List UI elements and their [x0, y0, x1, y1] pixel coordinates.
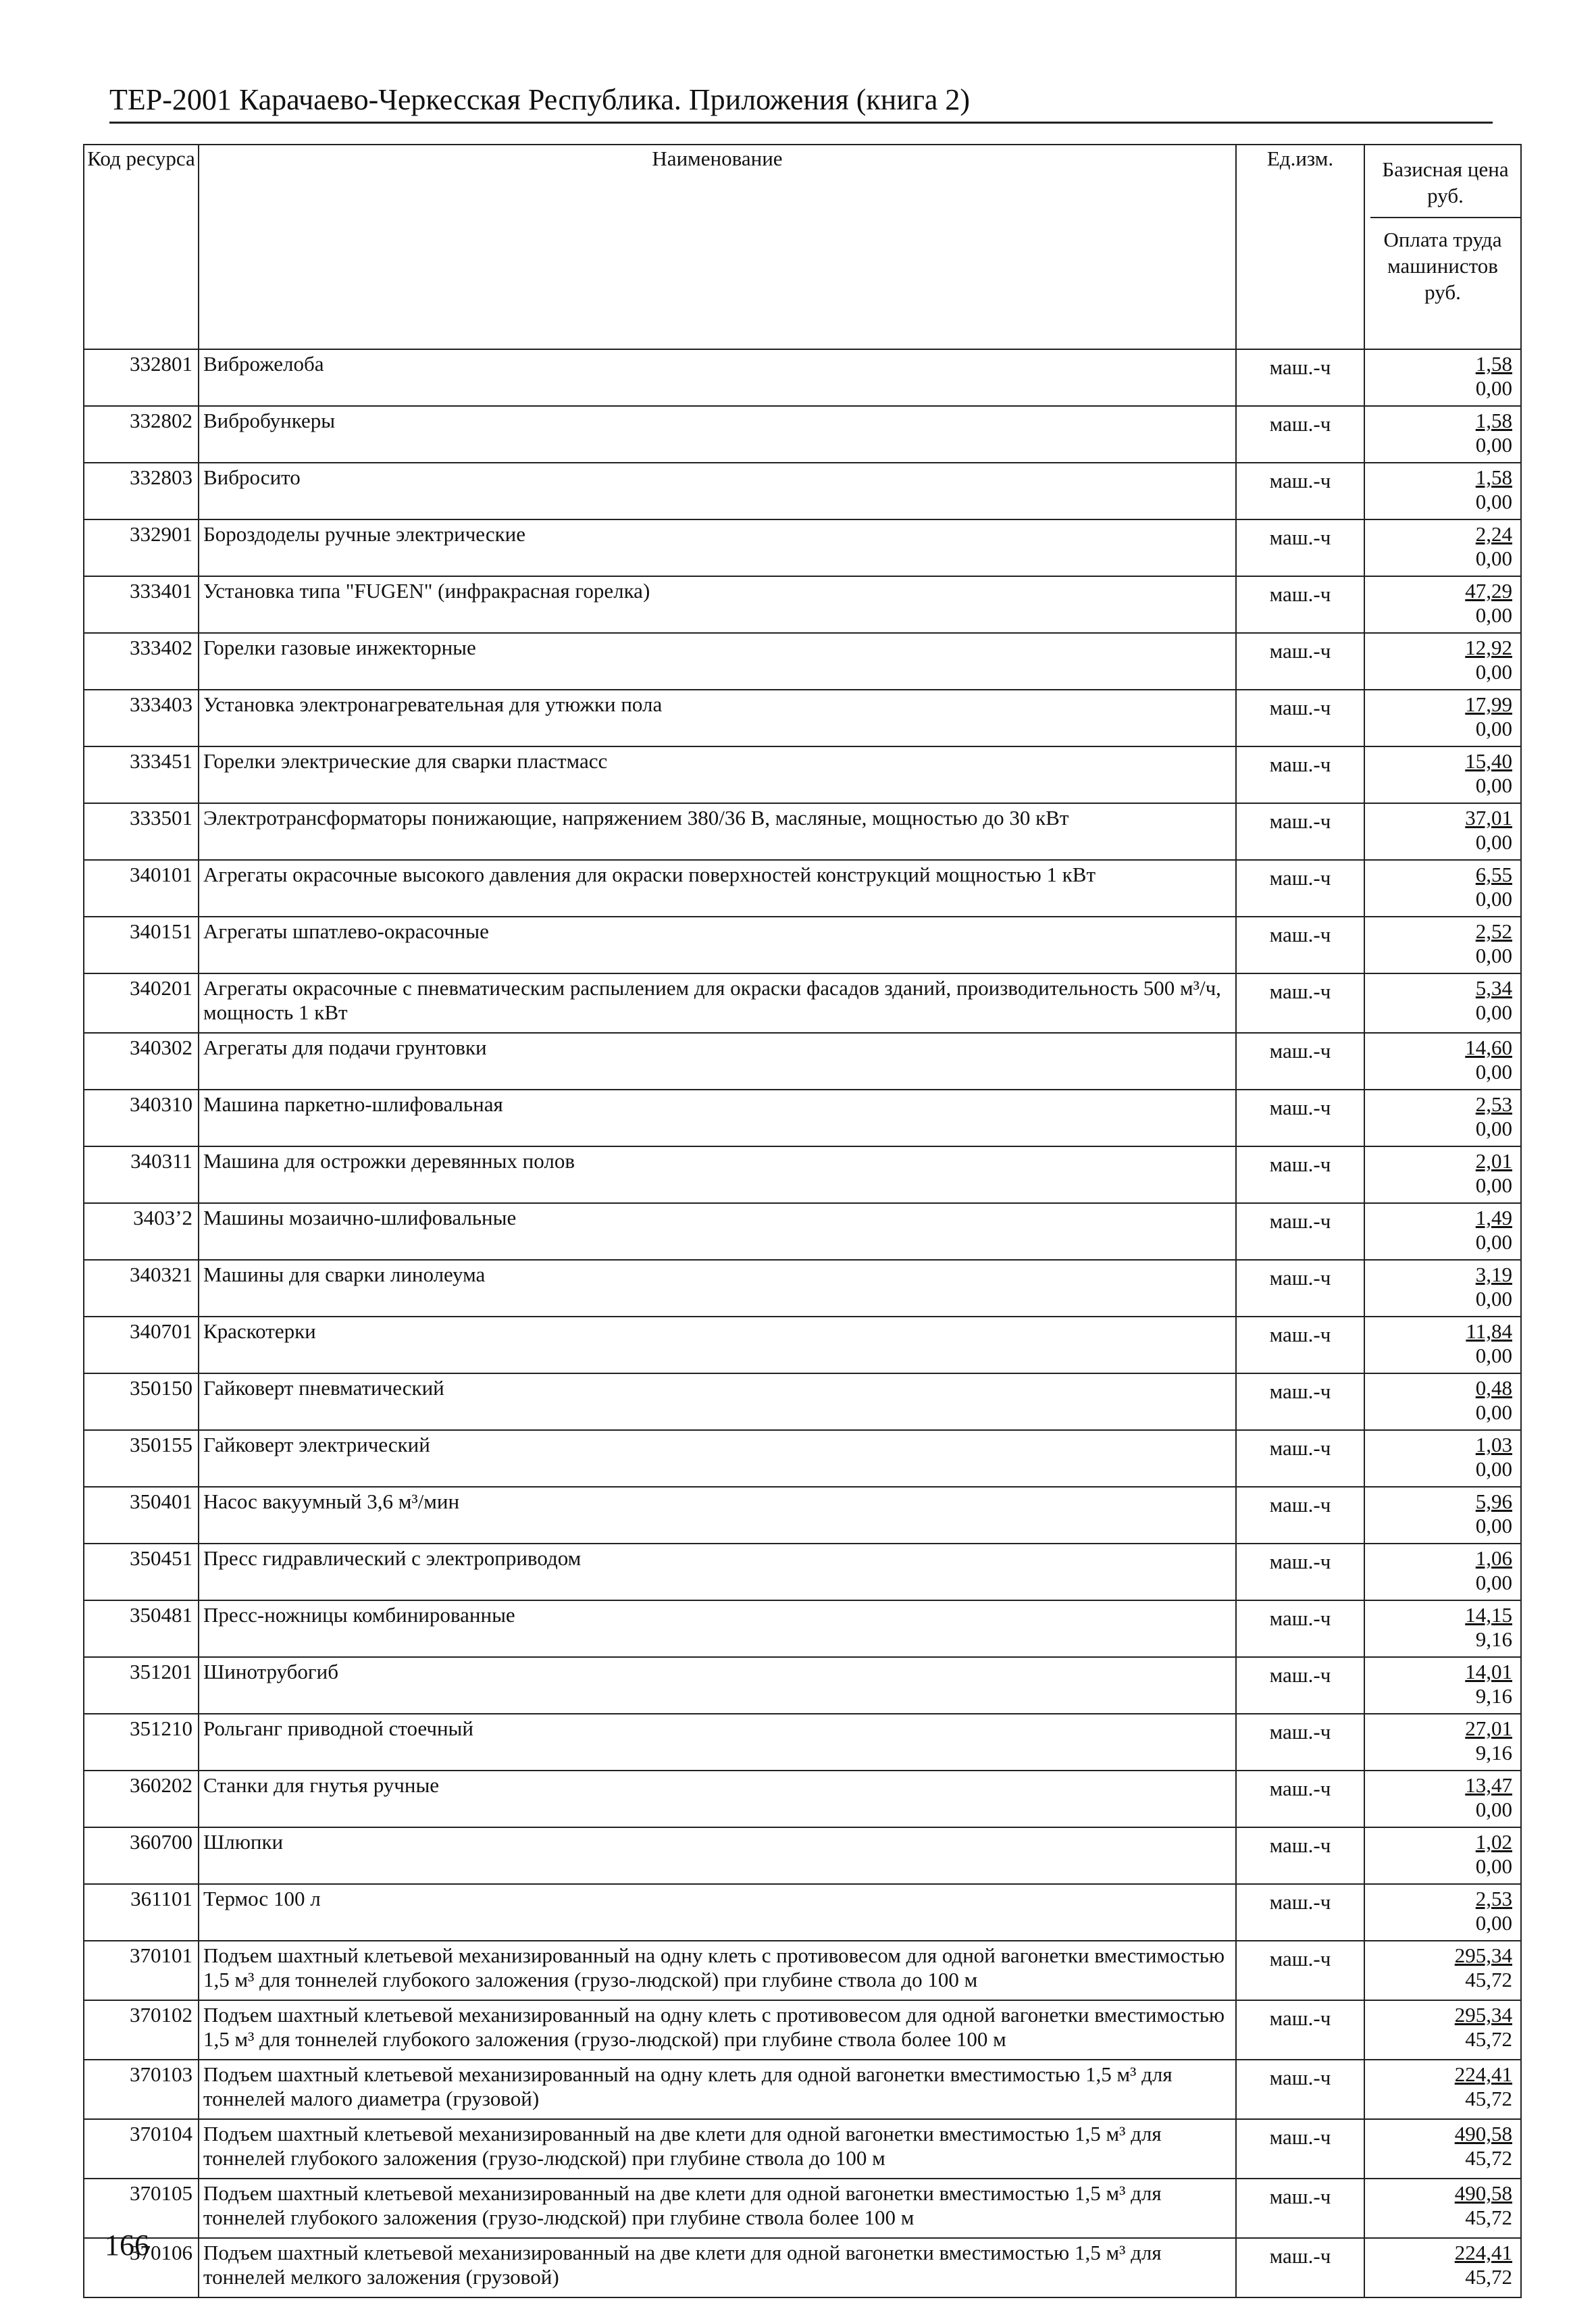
operator-wage: 0,00	[1475, 547, 1512, 570]
resource-unit: маш.-ч	[1236, 633, 1364, 690]
resource-name: Подъем шахтный клетьевой механизированный на две клети для одной вагонетки вместимостью 1,5 м³ для тоннелей глубокого заложения (грузо-людской) при глубине ствола более 100 м	[199, 2179, 1236, 2238]
base-price: 3,19	[1475, 1263, 1512, 1286]
resource-unit: маш.-ч	[1236, 917, 1364, 973]
resource-unit: маш.-ч	[1236, 1941, 1364, 2000]
operator-wage: 0,00	[1475, 773, 1512, 797]
base-price: 5,34	[1475, 976, 1512, 1000]
table-row	[84, 1373, 1521, 1430]
resource-name: Подъем шахтный клетьевой механизированный на одну клеть с противовесом для одной вагонетки вместимостью 1,5 м³ для тоннелей глубокого заложения (грузо-людской) при глубине ствола более 100 м	[199, 2000, 1236, 2060]
resource-unit: маш.-ч	[1236, 1487, 1364, 1544]
resource-name: Рольганг приводной стоечный	[199, 1714, 1236, 1771]
resource-unit: маш.-ч	[1236, 349, 1364, 406]
resource-unit: маш.-ч	[1236, 2060, 1364, 2119]
resource-code: 370104	[84, 2119, 199, 2179]
table-row	[84, 1430, 1521, 1487]
base-price: 224,41	[1454, 2241, 1512, 2264]
resource-code: 351201	[84, 1657, 199, 1714]
base-price: 1,02	[1475, 1830, 1512, 1854]
base-price: 14,01	[1465, 1660, 1512, 1683]
operator-wage: 0,00	[1475, 944, 1512, 967]
resource-name: Термос 100 л	[199, 1884, 1236, 1941]
operator-wage: 9,16	[1475, 1627, 1512, 1651]
base-price: 13,47	[1465, 1773, 1512, 1797]
resource-code: 340310	[84, 1090, 199, 1146]
base-price: 15,40	[1465, 749, 1512, 773]
resource-code: 333402	[84, 633, 199, 690]
table-row	[84, 1260, 1521, 1317]
table-row	[84, 1714, 1521, 1771]
resource-code: 3403’2	[84, 1203, 199, 1260]
base-price: 1,58	[1475, 465, 1512, 489]
base-price: 490,58	[1454, 2122, 1512, 2145]
resource-code: 370103	[84, 2060, 199, 2119]
resource-unit: маш.-ч	[1236, 746, 1364, 803]
table-row	[84, 690, 1521, 746]
table-row	[84, 1657, 1521, 1714]
table-row	[84, 1941, 1521, 2000]
resource-name: Виброжелоба	[199, 349, 1236, 406]
table-row	[84, 973, 1521, 1033]
operator-wage: 45,72	[1465, 2206, 1512, 2229]
resource-price-cell	[1364, 1260, 1521, 1317]
resource-code: 340101	[84, 860, 199, 917]
operator-wage: 9,16	[1475, 1684, 1512, 1708]
base-price: 1,06	[1475, 1546, 1512, 1570]
resource-name: Машины мозаично-шлифовальные	[199, 1203, 1236, 1260]
resource-name: Горелки электрические для сварки пластмасс	[199, 746, 1236, 803]
resource-unit: маш.-ч	[1236, 1373, 1364, 1430]
operator-wage: 0,00	[1475, 1344, 1512, 1367]
table-row	[84, 1317, 1521, 1373]
resource-name: Пресс-ножницы комбинированные	[199, 1600, 1236, 1657]
table-row	[84, 1203, 1521, 1260]
resource-name: Бороздоделы ручные электрические	[199, 519, 1236, 576]
base-price: 17,99	[1465, 692, 1512, 716]
column-header-price	[1364, 145, 1521, 349]
table-row	[84, 1771, 1521, 1827]
resource-unit: маш.-ч	[1236, 1090, 1364, 1146]
table-row	[84, 803, 1521, 860]
operator-wage: 0,00	[1475, 603, 1512, 627]
resource-code: 350481	[84, 1600, 199, 1657]
resource-price-cell	[1364, 1317, 1521, 1373]
resource-name: Шинотрубогиб	[199, 1657, 1236, 1714]
resource-name: Электротрансформаторы понижающие, напряжением 380/36 В, масляные, мощностью до 30 кВт	[199, 803, 1236, 860]
resource-price-cell	[1364, 1714, 1521, 1771]
table-row	[84, 1600, 1521, 1657]
resource-unit: маш.-ч	[1236, 1544, 1364, 1600]
resource-code: 350401	[84, 1487, 199, 1544]
operator-wage: 0,00	[1475, 433, 1512, 457]
resource-price-cell	[1364, 1430, 1521, 1487]
resource-unit: маш.-ч	[1236, 1884, 1364, 1941]
base-price: 14,15	[1465, 1603, 1512, 1627]
resource-unit: маш.-ч	[1236, 803, 1364, 860]
base-price: 14,60	[1465, 1036, 1512, 1059]
base-price: 47,29	[1465, 579, 1512, 603]
operator-wage: 0,00	[1475, 1287, 1512, 1311]
resource-name: Агрегаты шпатлево-окрасочные	[199, 917, 1236, 973]
resource-code: 332803	[84, 463, 199, 519]
operator-wage: 45,72	[1465, 1968, 1512, 1991]
resource-unit: маш.-ч	[1236, 2179, 1364, 2238]
operator-wage: 0,00	[1475, 1230, 1512, 1254]
resource-code: 340311	[84, 1146, 199, 1203]
resource-code: 333451	[84, 746, 199, 803]
resource-name: Установка электронагревательная для утюжки пола	[199, 690, 1236, 746]
operator-wage: 0,00	[1475, 1571, 1512, 1594]
base-price: 224,41	[1454, 2062, 1512, 2086]
base-price: 11,84	[1466, 1319, 1512, 1343]
resource-unit: маш.-ч	[1236, 1600, 1364, 1657]
resource-code: 333501	[84, 803, 199, 860]
resource-code: 340321	[84, 1260, 199, 1317]
resource-price-cell	[1364, 1771, 1521, 1827]
resource-price-cell	[1364, 1827, 1521, 1884]
resource-price-cell	[1364, 690, 1521, 746]
resource-price-cell	[1364, 576, 1521, 633]
resource-price-cell	[1364, 746, 1521, 803]
resource-price-cell	[1364, 2000, 1521, 2060]
resource-price-cell	[1364, 860, 1521, 917]
resource-code: 361101	[84, 1884, 199, 1941]
resource-code: 351210	[84, 1714, 199, 1771]
table-row	[84, 1090, 1521, 1146]
resource-unit: маш.-ч	[1236, 690, 1364, 746]
table-row	[84, 1544, 1521, 1600]
resource-code: 340201	[84, 973, 199, 1033]
resource-price-cell	[1364, 1090, 1521, 1146]
table-row	[84, 2238, 1521, 2297]
resource-unit: маш.-ч	[1236, 1657, 1364, 1714]
resource-name: Подъем шахтный клетьевой механизированный на одну клеть с противовесом для одной вагонетки вместимостью 1,5 м³ для тоннелей глубокого заложения (грузо-людской) при глубине ствола до 100 м	[199, 1941, 1236, 2000]
resource-price-cell	[1364, 406, 1521, 463]
base-price: 1,49	[1475, 1206, 1512, 1229]
table-row	[84, 917, 1521, 973]
resource-name: Агрегаты для подачи грунтовки	[199, 1033, 1236, 1090]
resource-unit: маш.-ч	[1236, 576, 1364, 633]
resource-price-cell	[1364, 1146, 1521, 1203]
resource-code: 370106	[84, 2238, 199, 2297]
resource-name: Агрегаты окрасочные высокого давления для окраски поверхностей конструкций мощностью 1 кВт	[199, 860, 1236, 917]
resource-unit: маш.-ч	[1236, 1430, 1364, 1487]
resource-price-cell	[1364, 973, 1521, 1033]
resource-name: Вибробункеры	[199, 406, 1236, 463]
resource-name: Шлюпки	[199, 1827, 1236, 1884]
resource-unit: маш.-ч	[1236, 406, 1364, 463]
resource-price-cell	[1364, 2119, 1521, 2179]
base-price: 490,58	[1454, 2181, 1512, 2205]
resource-name: Агрегаты окрасочные с пневматическим распылением для окраски фасадов зданий, производительность 500 м³/ч, мощность 1 кВт	[199, 973, 1236, 1033]
table-row	[84, 1884, 1521, 1941]
resource-code: 350150	[84, 1373, 199, 1430]
resource-code: 340151	[84, 917, 199, 973]
resource-name: Машины для сварки линолеума	[199, 1260, 1236, 1317]
resource-name: Краскотерки	[199, 1317, 1236, 1373]
resource-price-cell	[1364, 803, 1521, 860]
operator-wage: 0,00	[1475, 1798, 1512, 1821]
resource-unit: маш.-ч	[1236, 973, 1364, 1033]
operator-wage: 0,00	[1475, 660, 1512, 684]
resource-unit: маш.-ч	[1236, 1827, 1364, 1884]
resource-name: Подъем шахтный клетьевой механизированный на две клети для одной вагонетки вместимостью 1,5 м³ для тоннелей глубокого заложения (грузо-людской) при глубине ствола до 100 м	[199, 2119, 1236, 2179]
resource-unit: маш.-ч	[1236, 1317, 1364, 1373]
resource-price-cell	[1364, 1657, 1521, 1714]
resource-price-cell	[1364, 2060, 1521, 2119]
resource-price-cell	[1364, 349, 1521, 406]
base-price: 1,58	[1475, 352, 1512, 376]
table-row	[84, 1146, 1521, 1203]
resource-unit: маш.-ч	[1236, 860, 1364, 917]
base-price: 2,24	[1475, 522, 1512, 546]
operator-wage: 45,72	[1465, 2265, 1512, 2289]
base-price: 2,01	[1475, 1149, 1512, 1173]
base-price: 12,92	[1465, 636, 1512, 659]
base-price: 295,34	[1454, 1943, 1512, 1967]
resource-code: 370102	[84, 2000, 199, 2060]
resource-name: Станки для гнутья ручные	[199, 1771, 1236, 1827]
resource-price-cell	[1364, 917, 1521, 973]
resource-name: Машина для острожки деревянных полов	[199, 1146, 1236, 1203]
operator-wage: 0,00	[1475, 830, 1512, 854]
operator-wage: 0,00	[1475, 1173, 1512, 1197]
resource-code: 370101	[84, 1941, 199, 2000]
resource-unit: маш.-ч	[1236, 1033, 1364, 1090]
column-header-operator-wage: Оплата труда машинистов руб.	[1383, 228, 1502, 304]
base-price: 27,01	[1465, 1717, 1512, 1740]
resource-code: 332901	[84, 519, 199, 576]
resource-code: 360700	[84, 1827, 199, 1884]
column-header-unit: Ед.изм.	[1236, 145, 1364, 349]
operator-wage: 0,00	[1475, 490, 1512, 513]
column-header-base-price: Базисная цена руб.	[1370, 156, 1520, 218]
operator-wage: 0,00	[1475, 1457, 1512, 1481]
column-header-name: Наименование	[199, 145, 1236, 349]
resource-price-cell	[1364, 1203, 1521, 1260]
resource-unit: маш.-ч	[1236, 1714, 1364, 1771]
operator-wage: 0,00	[1475, 1117, 1512, 1140]
resource-name: Горелки газовые инжекторные	[199, 633, 1236, 690]
resource-unit: маш.-ч	[1236, 1146, 1364, 1203]
operator-wage: 0,00	[1475, 1911, 1512, 1935]
resource-unit: маш.-ч	[1236, 1203, 1364, 1260]
base-price: 2,52	[1475, 919, 1512, 943]
base-price: 5,96	[1475, 1490, 1512, 1513]
resource-code: 350451	[84, 1544, 199, 1600]
table-row	[84, 633, 1521, 690]
resource-code: 340302	[84, 1033, 199, 1090]
table-row	[84, 576, 1521, 633]
base-price: 0,48	[1475, 1376, 1512, 1400]
operator-wage: 0,00	[1475, 887, 1512, 911]
resource-price-cell	[1364, 1600, 1521, 1657]
resource-name: Пресс гидравлический с электроприводом	[199, 1544, 1236, 1600]
resource-code: 332801	[84, 349, 199, 406]
resource-unit: маш.-ч	[1236, 2000, 1364, 2060]
table-header-row	[84, 145, 1521, 349]
resource-unit: маш.-ч	[1236, 2238, 1364, 2297]
base-price: 1,03	[1475, 1433, 1512, 1456]
resource-price-cell	[1364, 1033, 1521, 1090]
base-price: 1,58	[1475, 409, 1512, 432]
table-row	[84, 463, 1521, 519]
resource-price-cell	[1364, 1884, 1521, 1941]
resource-name: Гайковерт электрический	[199, 1430, 1236, 1487]
resource-name: Установка типа "FUGEN" (инфракрасная горелка)	[199, 576, 1236, 633]
base-price: 295,34	[1454, 2003, 1512, 2027]
table-row	[84, 406, 1521, 463]
resource-name: Машина паркетно-шлифовальная	[199, 1090, 1236, 1146]
resource-name: Подъем шахтный клетьевой механизированный на две клети для одной вагонетки вместимостью 1,5 м³ для тоннелей мелкого заложения (грузовой)	[199, 2238, 1236, 2297]
column-header-code: Код ресурса	[84, 145, 199, 349]
resource-unit: маш.-ч	[1236, 519, 1364, 576]
resource-unit: маш.-ч	[1236, 1771, 1364, 1827]
resource-price-cell	[1364, 1941, 1521, 2000]
resource-code: 333403	[84, 690, 199, 746]
resource-code: 360202	[84, 1771, 199, 1827]
operator-wage: 45,72	[1465, 2146, 1512, 2170]
table-row	[84, 2119, 1521, 2179]
resource-name: Гайковерт пневматический	[199, 1373, 1236, 1430]
resource-code: 370105	[84, 2179, 199, 2238]
table-row	[84, 1033, 1521, 1090]
operator-wage: 0,00	[1475, 1854, 1512, 1878]
base-price: 37,01	[1465, 806, 1512, 830]
table-row	[84, 519, 1521, 576]
resource-unit: маш.-ч	[1236, 1260, 1364, 1317]
resource-code: 333401	[84, 576, 199, 633]
operator-wage: 0,00	[1475, 1514, 1512, 1537]
resource-unit: маш.-ч	[1236, 463, 1364, 519]
operator-wage: 45,72	[1465, 2087, 1512, 2110]
resource-name: Вибросито	[199, 463, 1236, 519]
operator-wage: 0,00	[1475, 1060, 1512, 1084]
table-row	[84, 860, 1521, 917]
resource-code: 340701	[84, 1317, 199, 1373]
operator-wage: 0,00	[1475, 717, 1512, 740]
table-row	[84, 1487, 1521, 1544]
base-price: 2,53	[1475, 1092, 1512, 1116]
table-row	[84, 746, 1521, 803]
resource-price-cell	[1364, 2238, 1521, 2297]
resource-price-cell	[1364, 2179, 1521, 2238]
page-header: ТЕР-2001 Карачаево-Черкесская Республика. Приложения (книга 2)	[109, 81, 1493, 124]
resource-code: 350155	[84, 1430, 199, 1487]
operator-wage: 9,16	[1475, 1741, 1512, 1764]
operator-wage: 0,00	[1475, 1000, 1512, 1024]
table-row	[84, 2179, 1521, 2238]
base-price: 2,53	[1475, 1887, 1512, 1910]
resource-price-cell	[1364, 519, 1521, 576]
resource-price-cell	[1364, 463, 1521, 519]
base-price: 6,55	[1475, 863, 1512, 886]
operator-wage: 0,00	[1475, 1400, 1512, 1424]
table-row	[84, 2000, 1521, 2060]
table-row	[84, 2060, 1521, 2119]
resource-price-cell	[1364, 1487, 1521, 1544]
operator-wage: 0,00	[1475, 376, 1512, 400]
resource-name: Подъем шахтный клетьевой механизированный на одну клеть для одной вагонетки вместимостью 1,5 м³ для тоннелей малого диаметра (грузовой)	[199, 2060, 1236, 2119]
resource-table	[83, 144, 1522, 2298]
resource-price-cell	[1364, 633, 1521, 690]
page-number: 166	[105, 2229, 149, 2262]
resource-code: 332802	[84, 406, 199, 463]
table-row	[84, 349, 1521, 406]
resource-name: Насос вакуумный 3,6 м³/мин	[199, 1487, 1236, 1544]
operator-wage: 45,72	[1465, 2027, 1512, 2051]
resource-unit: маш.-ч	[1236, 2119, 1364, 2179]
resource-price-cell	[1364, 1544, 1521, 1600]
table-row	[84, 1827, 1521, 1884]
resource-price-cell	[1364, 1373, 1521, 1430]
